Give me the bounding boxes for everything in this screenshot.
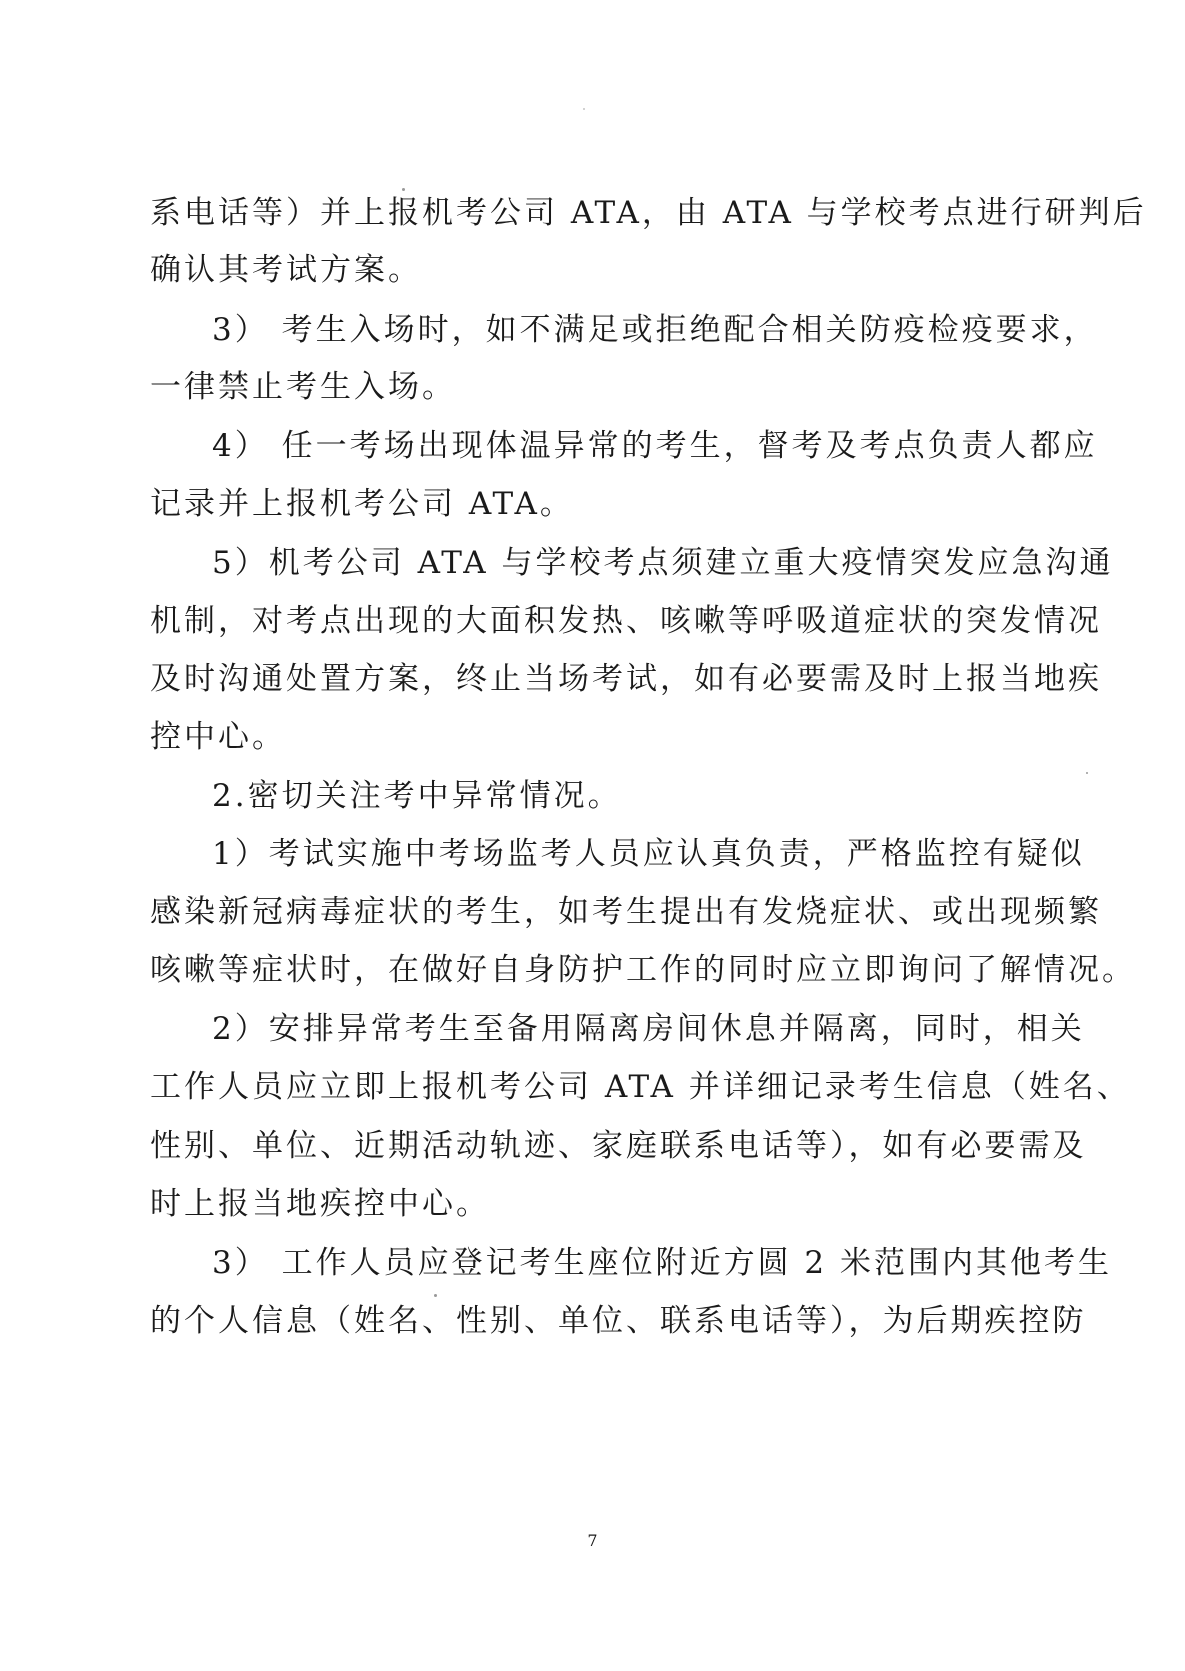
text-line	[0, 1243, 1185, 1283]
text-line	[0, 1067, 1185, 1107]
page-number: 7	[587, 1531, 598, 1550]
scan-speck	[1086, 772, 1088, 774]
text-line-content: 系电话等）并上报机考公司 ATA，由 ATA 与学校考点进行研判后	[150, 195, 1147, 231]
text-line-content: 一律禁止考生入场。	[150, 369, 456, 405]
scan-speck	[402, 188, 405, 191]
text-line	[0, 1126, 1185, 1166]
text-line	[0, 250, 1185, 290]
scan-speck	[583, 108, 585, 110]
text-line	[0, 1009, 1185, 1049]
text-line	[0, 367, 1185, 407]
text-line-content: 机制，对考点出现的大面积发热、咳嗽等呼吸道症状的突发情况	[150, 603, 1102, 639]
text-line	[0, 892, 1185, 932]
text-line	[0, 717, 1185, 757]
scan-speck	[434, 1294, 437, 1297]
text-line-content: 工作人员应立即上报机考公司 ATA 并详细记录考生信息（姓名、	[150, 1069, 1131, 1105]
text-line-content: 感染新冠病毒症状的考生，如考生提出有发烧症状、或出现频繁	[150, 894, 1102, 930]
text-line	[0, 659, 1185, 699]
text-line	[0, 484, 1185, 524]
text-line-content: 及时沟通处置方案，终止当场考试，如有必要需及时上报当地疾	[150, 661, 1102, 697]
text-line-content: 3） 工作人员应登记考生座位附近方圆 2 米范围内其他考生	[212, 1245, 1113, 1281]
text-line	[0, 1301, 1185, 1341]
text-line	[0, 834, 1185, 874]
text-line	[0, 1184, 1185, 1224]
text-line-content: 时上报当地疾控中心。	[150, 1186, 490, 1222]
text-line	[0, 950, 1185, 990]
text-line-content: 2）安排异常考生至备用隔离房间休息并隔离，同时，相关	[212, 1011, 1085, 1047]
text-line	[0, 601, 1185, 641]
text-line-content: 控中心。	[150, 719, 286, 755]
text-line-content: 5）机考公司 ATA 与学校考点须建立重大疫情突发应急沟通	[212, 545, 1114, 581]
text-line-content: 的个人信息（姓名、性别、单位、联系电话等），为后期疾控防	[150, 1303, 1087, 1339]
text-line	[0, 543, 1185, 583]
section-heading	[0, 776, 1185, 816]
text-line-content: 4） 任一考场出现体温异常的考生，督考及考点负责人都应	[212, 428, 1098, 464]
text-line-content: 3） 考生入场时，如不满足或拒绝配合相关防疫检疫要求，	[212, 312, 1098, 348]
text-line-content: 1）考试实施中考场监考人员应认真负责，严格监控有疑似	[212, 836, 1085, 872]
text-line	[0, 426, 1185, 466]
text-line-content: 确认其考试方案。	[150, 252, 422, 288]
text-line	[0, 310, 1185, 350]
text-line	[0, 193, 1185, 233]
text-line-content: 2.密切关注考中异常情况。	[212, 778, 622, 814]
text-line-content: 咳嗽等症状时，在做好自身防护工作的同时应立即询问了解情况。	[150, 952, 1136, 988]
text-line-content: 记录并上报机考公司 ATA。	[150, 486, 574, 522]
text-line-content: 性别、单位、近期活动轨迹、家庭联系电话等），如有必要需及	[150, 1128, 1087, 1164]
